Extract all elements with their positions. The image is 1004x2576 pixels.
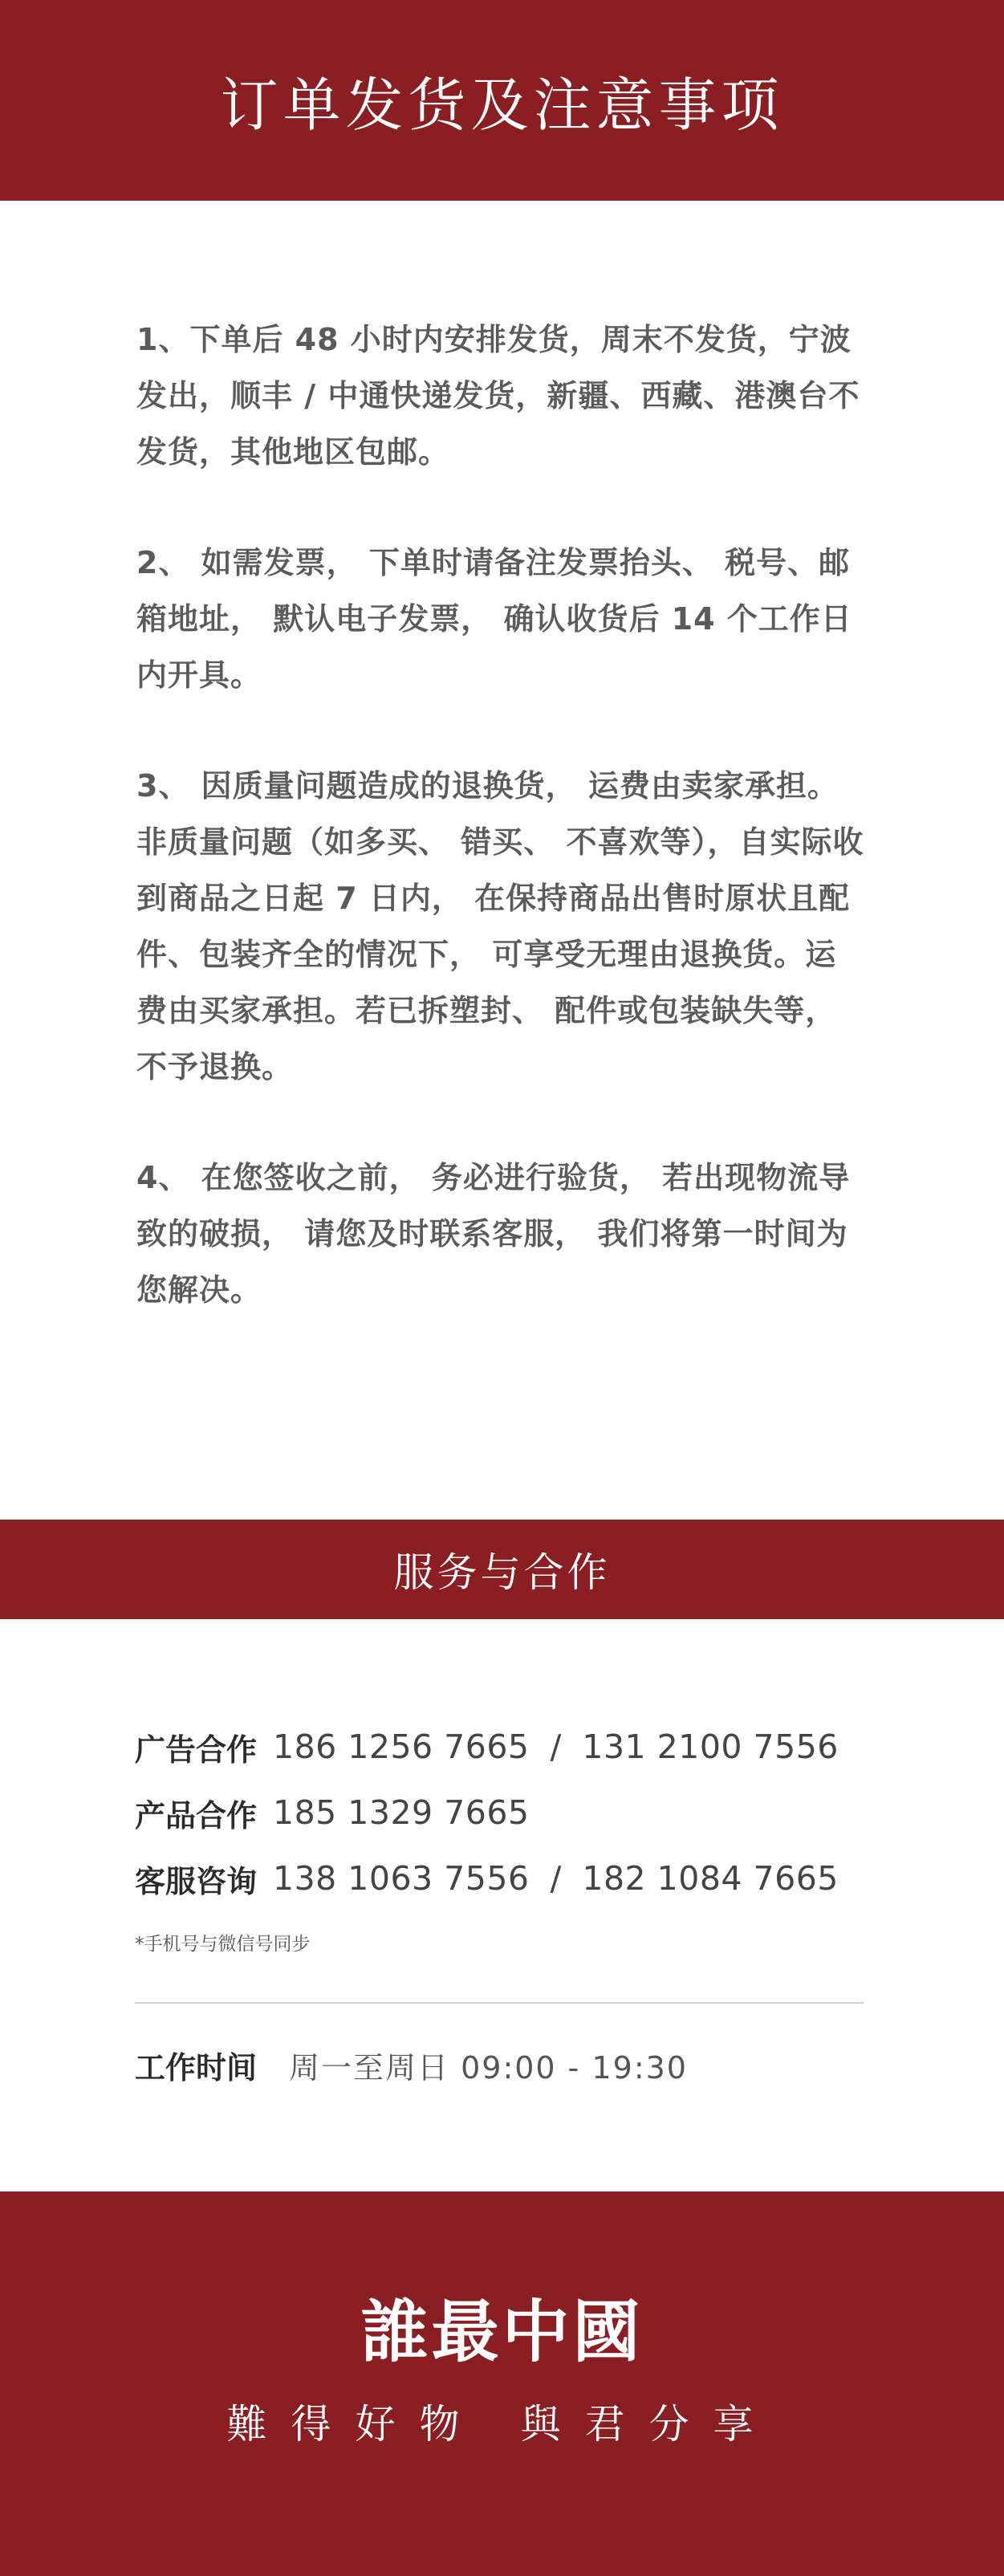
contact-label: 客服咨询 — [135, 1863, 258, 1899]
phone-separator: / — [550, 1859, 562, 1898]
notice-item-inspection: 4、 在您签收之前， 务必进行验货， 若出现物流导致的破损， 请您及时联系客服， 我们将第一时间为您解决。 — [136, 1160, 851, 1308]
service-banner — [0, 1520, 1004, 1619]
notice-item-returns: 3、 因质量问题造成的退换货， 运费由卖家承担。非质量问题（如多买、 错买、 不喜欢等），自实际收到商品之日起 7 日内， 在保持商品出售时原状且配件、包装齐全的情况下， 可享受无理由退换货。运费由买家承担。若已拆塑封、 配件或包装缺失等，不予退换。 — [136, 768, 864, 1085]
phone-number[interactable]: 186 1256 7665 — [273, 1728, 530, 1766]
divider — [135, 2002, 864, 2004]
contact-label: 广告合作 — [135, 1732, 258, 1768]
brand-slogan: 難得好物 與君分享 — [226, 2401, 778, 2448]
phone-number[interactable]: 131 2100 7556 — [582, 1728, 839, 1766]
notice-list — [136, 311, 867, 1373]
contact-row-support — [135, 1846, 865, 1911]
notice-item-invoice: 2、 如需发票， 下单时请备注发票抬头、 税号、邮箱地址， 默认电子发票， 确认收货后 14 个工作日内开具。 — [136, 545, 852, 693]
phone-separator: / — [550, 1728, 562, 1766]
header-banner — [0, 0, 1004, 201]
brand-logo: 誰最中國 — [360, 2292, 644, 2371]
phone-number[interactable]: 138 1063 7556 — [273, 1859, 530, 1898]
contact-block — [135, 1714, 865, 1955]
contact-row-ads — [135, 1714, 865, 1780]
phone-number[interactable]: 182 1084 7665 — [582, 1859, 839, 1898]
wechat-sync-note: *手机号与微信号同步 — [135, 1934, 311, 1955]
hours-label: 工作时间 — [135, 2050, 258, 2086]
service-title: 服务与合作 — [393, 1549, 611, 1596]
page-title: 订单发货及注意事项 — [220, 71, 784, 139]
phone-number[interactable]: 185 1329 7665 — [273, 1793, 530, 1832]
notice-item-shipping: 1、下单后 48 小时内安排发货，周末不发货，宁波发出，顺丰 / 中通快递发货，新疆、西藏、港澳台不发货，其他地区包邮。 — [136, 322, 860, 470]
hours-value: 周一至周日 09:00 - 19:30 — [289, 2050, 688, 2086]
contact-row-product — [135, 1780, 865, 1846]
footer-banner — [0, 2191, 1004, 2576]
working-hours — [135, 2043, 688, 2087]
contact-label: 产品合作 — [135, 1797, 258, 1833]
